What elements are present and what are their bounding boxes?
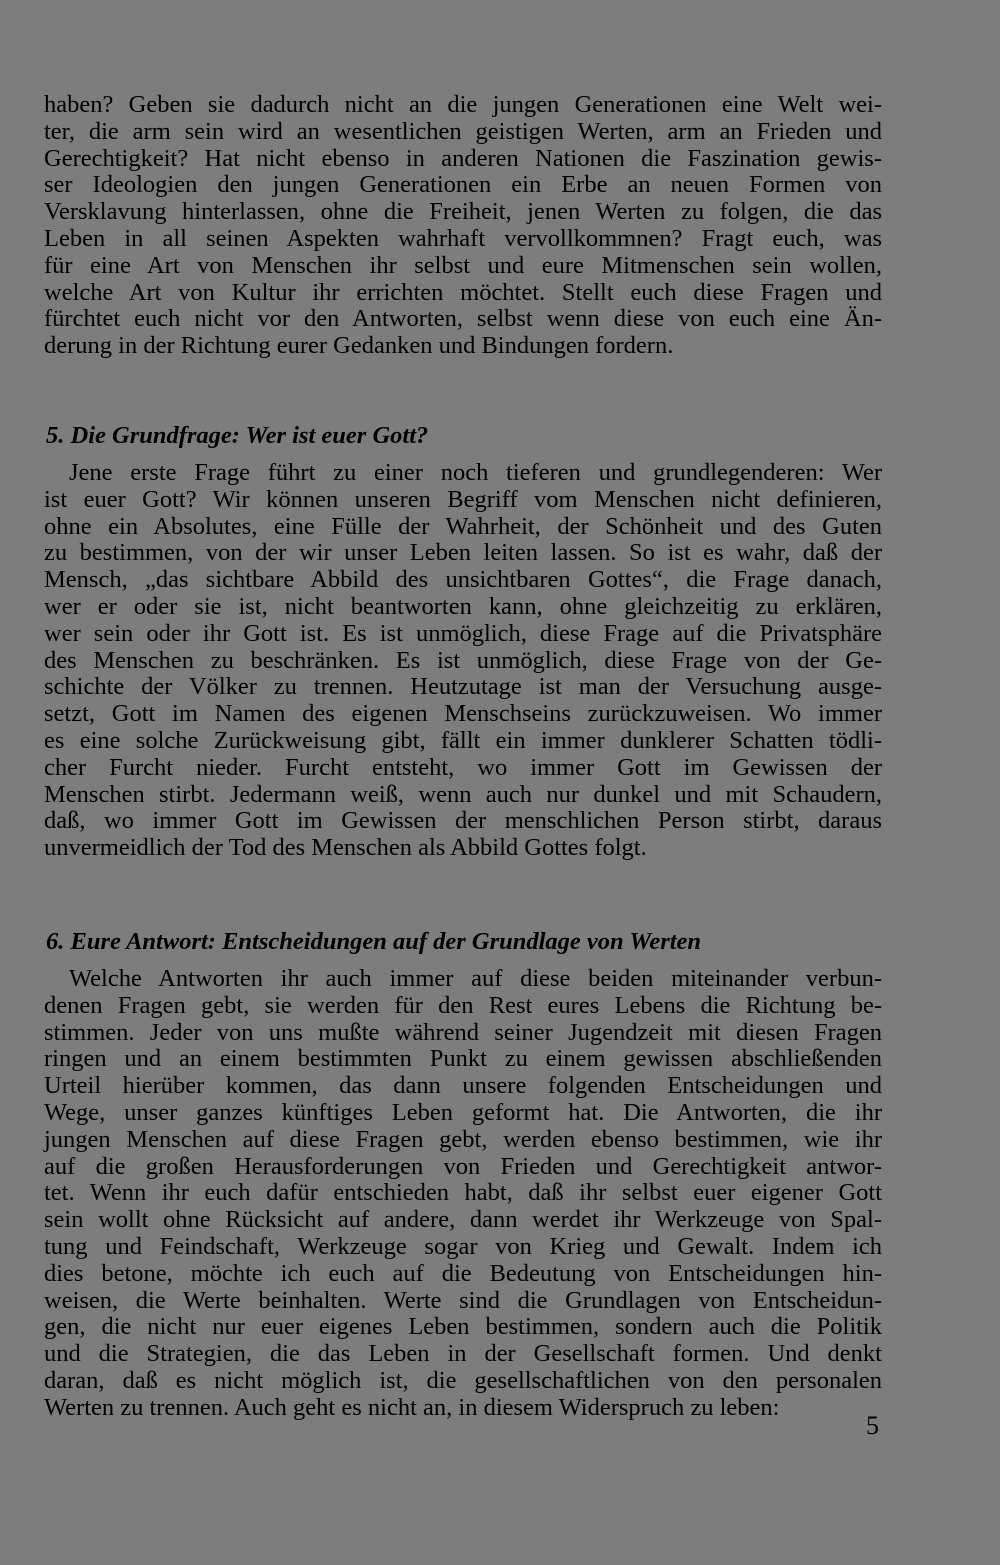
text-line: zu bestimmen, von der wir unser Leben leiten lassen. So ist es wahr, daß der	[44, 539, 882, 567]
text-line: auf die großen Herausforderungen von Frieden und Gerechtigkeit antwor-	[44, 1152, 882, 1180]
section-heading-6: 6. Eure Antwort: Entscheidungen auf der Grundlage von Werten	[46, 928, 702, 955]
section-heading-5: 5. Die Grundfrage: Wer ist euer Gott?	[46, 422, 429, 449]
text-line: Werten zu trennen. Auch geht es nicht an, in diesem Widerspruch zu leben:	[44, 1393, 780, 1421]
text-line: Versklavung hinterlassen, ohne die Freiheit, jenen Werten zu folgen, die das	[44, 198, 882, 226]
text-line: stimmen. Jeder von uns mußte während seiner Jugendzeit mit diesen Fragen	[44, 1018, 882, 1046]
text-line: schichte der Völker zu trennen. Heutzutage ist man der Versuchung ausge-	[44, 673, 882, 701]
text-line: für eine Art von Menschen ihr selbst und eure Mitmenschen sein wollen,	[44, 251, 882, 279]
text-line: gen, die nicht nur euer eigenes Leben bestimmen, sondern auch die Politik	[44, 1313, 882, 1341]
text-line: setzt, Gott im Namen des eigenen Menschseins zurückzuweisen. Wo immer	[44, 700, 882, 728]
text-line: ist euer Gott? Wir können unseren Begriff vom Menschen nicht definieren,	[44, 485, 882, 513]
section-5-paragraph	[44, 460, 882, 862]
text-line: ohne ein Absolutes, eine Fülle der Wahrheit, der Schönheit und des Guten	[44, 512, 882, 540]
text-line: jungen Menschen auf diese Fragen gebt, werden ebenso bestimmen, wie ihr	[44, 1125, 882, 1153]
text-line: cher Furcht nieder. Furcht entsteht, wo immer Gott im Gewissen der	[44, 753, 882, 781]
text-line: fürchtet euch nicht vor den Antworten, selbst wenn diese von euch eine Än-	[44, 305, 882, 333]
section-6-paragraph	[44, 966, 882, 1422]
text-line: dies betone, möchte ich euch auf die Bedeutung von Entscheidungen hin-	[44, 1259, 882, 1287]
text-line: daß, wo immer Gott im Gewissen der menschlichen Person stirbt, daraus	[44, 807, 882, 835]
text-line: es eine solche Zurückweisung gibt, fällt ein immer dunklerer Schatten tödli-	[44, 726, 882, 754]
text-line: Leben in all seinen Aspekten wahrhaft vervollkommnen? Fragt euch, was	[44, 224, 882, 252]
text-line: Welche Antworten ihr auch immer auf diese beiden miteinander verbun-	[69, 965, 882, 992]
text-line: daran, daß es nicht möglich ist, die gesellschaftlichen von den personalen	[44, 1366, 882, 1394]
text-line: welche Art von Kultur ihr errichten möchtet. Stellt euch diese Fragen und	[44, 278, 882, 306]
text-line: Menschen stirbt. Jedermann weiß, wenn auch nur dunkel und mit Schaudern,	[44, 780, 882, 808]
text-line: wer er oder sie ist, nicht beantworten kann, ohne gleichzeitig zu erklären,	[44, 592, 882, 620]
text-line: denen Fragen gebt, sie werden für den Rest eures Lebens die Richtung be-	[44, 991, 882, 1019]
text-line: Urteil hierüber kommen, das dann unsere folgenden Entscheidungen und	[44, 1072, 882, 1100]
text-line: unvermeidlich der Tod des Menschen als Abbild Gottes folgt.	[44, 834, 647, 862]
paragraph-continued	[44, 92, 882, 360]
page-number: 5	[866, 1411, 879, 1440]
book-page	[44, 91, 882, 1421]
text-line: tet. Wenn ihr euch dafür entschieden habt, daß ihr selbst euer eigener Gott	[44, 1179, 882, 1207]
text-line: tung und Feindschaft, Werkzeuge sogar von Krieg und Gewalt. Indem ich	[44, 1232, 882, 1260]
text-line: Wege, unser ganzes künftiges Leben geformt hat. Die Antworten, die ihr	[44, 1098, 882, 1126]
text-line: weisen, die Werte beinhalten. Werte sind die Grundlagen von Entscheidun-	[44, 1286, 882, 1314]
text-line: Jene erste Frage führt zu einer noch tieferen und grundlegenderen: Wer	[69, 459, 882, 486]
text-line: Gerechtigkeit? Hat nicht ebenso in anderen Nationen die Faszination gewis-	[44, 144, 882, 172]
text-line: ser Ideologien den jungen Generationen ein Erbe an neuen Formen von	[44, 171, 882, 199]
text-line: wer sein oder ihr Gott ist. Es ist unmöglich, diese Frage auf die Privatsphäre	[44, 619, 882, 647]
text-line: des Menschen zu beschränken. Es ist unmöglich, diese Frage von der Ge-	[44, 646, 882, 674]
text-line: Mensch, „das sichtbare Abbild des unsichtbaren Gottes“, die Frage danach,	[44, 566, 882, 594]
text-line: ringen und an einem bestimmten Punkt zu einem gewissen abschließenden	[44, 1045, 882, 1073]
text-line: ter, die arm sein wird an wesentlichen geistigen Werten, arm an Frieden und	[44, 117, 882, 145]
text-line: sein wollt ohne Rücksicht auf andere, dann werdet ihr Werkzeuge von Spal-	[44, 1206, 882, 1234]
text-line: haben? Geben sie dadurch nicht an die jungen Generationen eine Welt wei-	[44, 91, 882, 118]
text-line: und die Strategien, die das Leben in der Gesellschaft formen. Und denkt	[44, 1340, 882, 1368]
text-line: derung in der Richtung eurer Gedanken und Bindungen fordern.	[44, 332, 674, 360]
